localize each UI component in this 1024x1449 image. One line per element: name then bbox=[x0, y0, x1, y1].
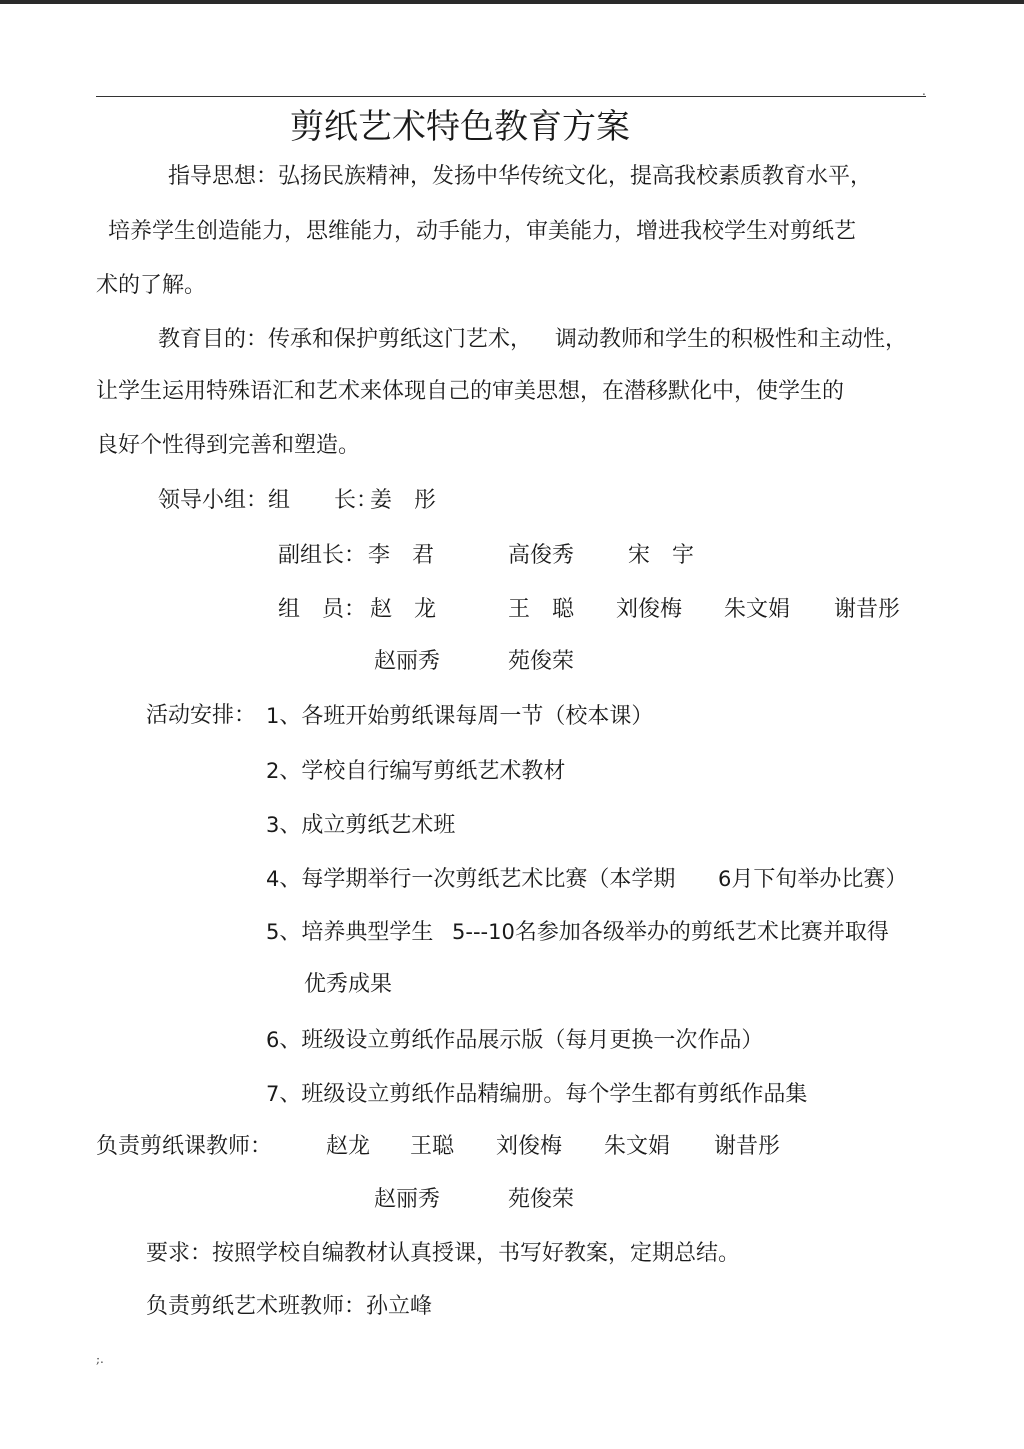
member-name: 朱文娟 bbox=[724, 597, 791, 622]
member-name: 王 聪 bbox=[508, 597, 575, 622]
guiding-line-3: 术的了解。 bbox=[96, 273, 207, 298]
deputy-name: 李 君 bbox=[368, 543, 435, 568]
page-title: 剪纸艺术特色教育方案 bbox=[290, 107, 630, 147]
activity-item: 5、培养典型学生 bbox=[266, 920, 434, 945]
deputy-name: 宋 宇 bbox=[628, 543, 695, 568]
activity-item-extra: 5---10名参加各级举办的剪纸艺术比赛并取得 bbox=[452, 920, 889, 945]
course-teachers-label: 负责剪纸课教师： bbox=[96, 1134, 273, 1159]
activity-item: 3、成立剪纸艺术班 bbox=[266, 813, 456, 838]
teacher-name: 朱文娟 bbox=[604, 1134, 671, 1159]
member-name: 赵丽秀 bbox=[374, 649, 441, 674]
member-name: 赵 龙 bbox=[370, 597, 437, 622]
guiding-line-2: 培养学生创造能力，思维能力，动手能力，审美能力，增进我校学生对剪纸艺 bbox=[108, 219, 857, 244]
art-class-teacher: 负责剪纸艺术班教师：孙立峰 bbox=[146, 1294, 433, 1319]
leadership-label: 领导小组： bbox=[158, 488, 269, 513]
activity-item: 7、班级设立剪纸作品精编册。每个学生都有剪纸作品集 bbox=[266, 1082, 808, 1107]
member-role: 组 员： bbox=[278, 597, 367, 622]
teacher-name: 刘俊梅 bbox=[496, 1134, 563, 1159]
activity-item: 1、各班开始剪纸课每周一节（校本课） bbox=[266, 704, 654, 729]
activity-item: 6、班级设立剪纸作品展示版（每月更换一次作品） bbox=[266, 1028, 764, 1053]
header-rule bbox=[96, 96, 926, 97]
deputy-role: 副组长： bbox=[278, 543, 367, 568]
corner-mark: . bbox=[922, 84, 926, 98]
page-mark: ;. bbox=[96, 1352, 104, 1366]
teacher-name: 赵丽秀 bbox=[374, 1187, 441, 1212]
activities-label: 活动安排： bbox=[146, 703, 257, 728]
leader-role: 组 长： bbox=[268, 488, 379, 513]
purpose-line-2: 让学生运用特殊语汇和艺术来体现自己的审美思想，在潜移默化中，使学生的 bbox=[96, 379, 845, 404]
activity-item: 2、学校自行编写剪纸艺术教材 bbox=[266, 759, 566, 784]
leader-name: 姜 彤 bbox=[370, 488, 437, 513]
teacher-name: 谢昔彤 bbox=[714, 1134, 781, 1159]
member-name: 苑俊荣 bbox=[508, 649, 575, 674]
activity-item-continued: 优秀成果 bbox=[304, 972, 393, 997]
purpose-line-1b: 调动教师和学生的积极性和主动性， bbox=[555, 327, 908, 352]
purpose-line-1: 教育目的：传承和保护剪纸这门艺术， bbox=[158, 327, 533, 352]
requirement-text: 要求：按照学校自编教材认真授课，书写好教案，定期总结。 bbox=[146, 1241, 741, 1266]
member-name: 谢昔彤 bbox=[834, 597, 901, 622]
deputy-name: 高俊秀 bbox=[508, 543, 575, 568]
activity-item: 4、每学期举行一次剪纸艺术比赛（本学期 bbox=[266, 867, 676, 892]
teacher-name: 王聪 bbox=[410, 1134, 455, 1159]
activity-item-extra: 6月下旬举办比赛） bbox=[718, 867, 908, 892]
member-name: 刘俊梅 bbox=[616, 597, 683, 622]
guiding-line-1: 指导思想：弘扬民族精神，发扬中华传统文化，提高我校素质教育水平， bbox=[168, 164, 873, 189]
teacher-name: 苑俊荣 bbox=[508, 1187, 575, 1212]
top-border bbox=[0, 0, 1024, 4]
teacher-name: 赵龙 bbox=[326, 1134, 371, 1159]
purpose-line-3: 良好个性得到完善和塑造。 bbox=[96, 433, 361, 458]
